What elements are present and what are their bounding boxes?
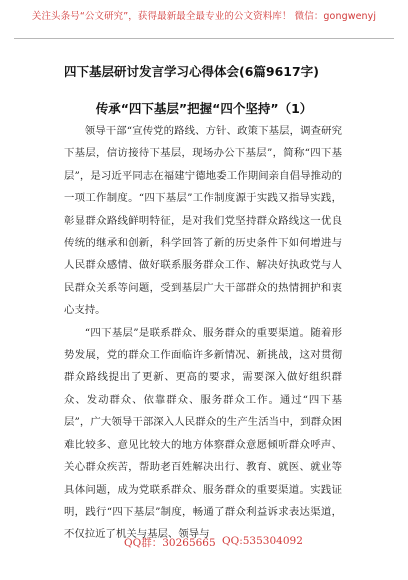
header-divider xyxy=(14,38,394,39)
header-notice: 关注头条号“公文研究”，获得最新最全最专业的公文资料库！ 微信：gongwenyj xyxy=(31,11,377,22)
paragraph: “四下基层”是联系群众、服务群众的重要渠道。随着形势发展，党的群众工作面临许多新情况、新挑战，这对贯彻群众路线提出了更新、更高的要求，需要深入做好组织群众、发动群众、依靠群众、服务群众工作。通过“四下基层”，广大领导干部深入人民群众的生产生活当中，到群众困难比较多、意见比较大的地方体察群众意愿倾听群众呼声、关心群众疾苦，帮助老百姓解决出行、教育、就医、就业等具体问题，成为党联系群众、服务群众的重要渠道。实践证明，践行“四下基层”制度，畅通了群众利益诉求表达渠道，不仅拉近了机关与基层、领导与 xyxy=(64,326,342,541)
section-heading: 传承“四下基层”把握“四个坚持”（1） xyxy=(95,101,313,116)
document-body xyxy=(64,120,342,546)
footer-qq-number: QQ:535304092 xyxy=(222,535,303,547)
footer-qq-group: QQ群：30265665 xyxy=(124,537,216,549)
document-title: 四下基层研讨发言学习心得体会(6篇9617字) xyxy=(64,64,319,79)
paragraph: 领导干部“宣传党的路线、方针、政策下基层，调查研究下基层，信访接待下基层，现场办公下基层”，简称“四下基层”，是习近平同志在福建宁德地委工作期间亲自倡导推动的一项工作制度。“四下基层”工作制度源于实践又指导实践，彰显群众路线鲜明特征，是对我们党坚持群众路线这一优良传统的继承和创新，科学回答了新的历史条件下如何增进与人民群众感情、做好联系服务群众工作、解决好执政党与人民群众关系等问题，受到基层广大干部群众的热情拥护和衷心支持。 xyxy=(64,125,342,317)
